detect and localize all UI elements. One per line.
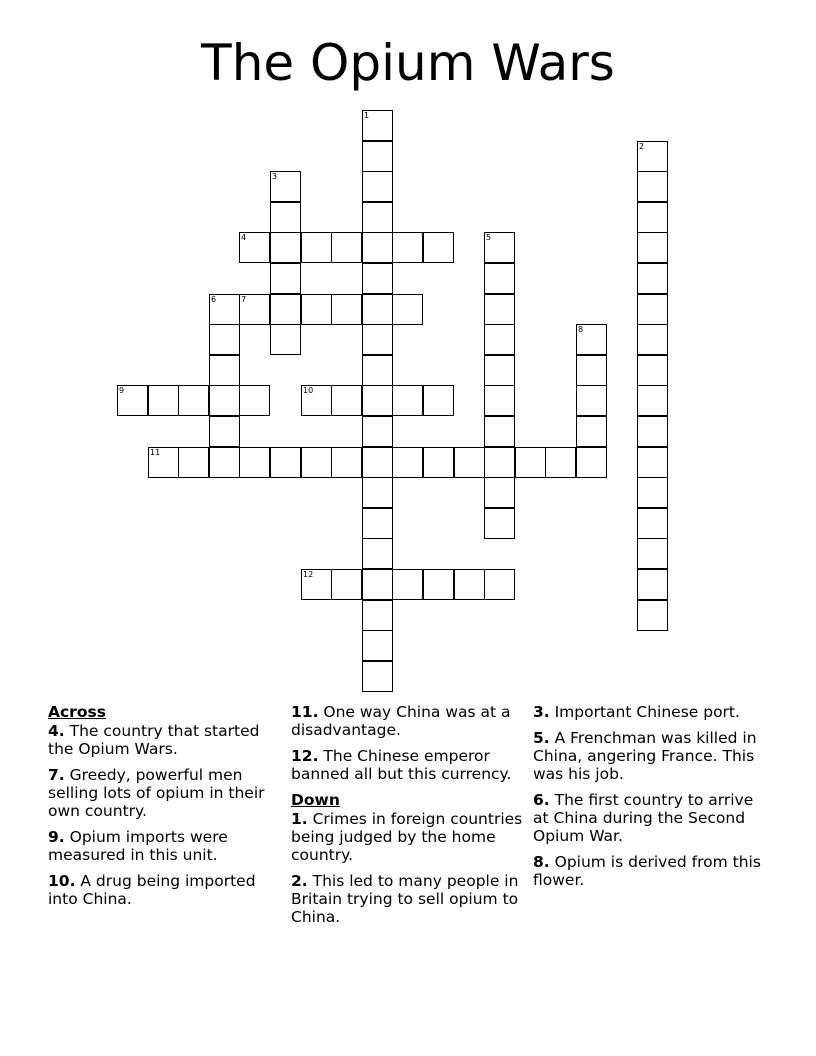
grid-cell[interactable] bbox=[362, 385, 393, 416]
grid-cell[interactable] bbox=[423, 447, 454, 478]
grid-cell[interactable] bbox=[423, 569, 454, 600]
cell-number: 6 bbox=[211, 295, 217, 304]
cell-number: 7 bbox=[241, 295, 247, 304]
grid-cell[interactable] bbox=[392, 569, 423, 600]
grid-cell[interactable] bbox=[392, 232, 423, 263]
grid-cell[interactable] bbox=[301, 232, 332, 263]
grid-cell[interactable] bbox=[117, 385, 148, 416]
grid-cell[interactable] bbox=[484, 416, 515, 447]
grid-cell[interactable] bbox=[576, 324, 607, 355]
cell-number: 9 bbox=[119, 386, 125, 395]
grid-cell[interactable] bbox=[362, 569, 393, 600]
clue-text: The first country to arrive at China during the Second Opium War. bbox=[533, 791, 754, 845]
cell-number: 2 bbox=[639, 142, 645, 151]
grid-cell[interactable] bbox=[637, 263, 668, 294]
clue-text: One way China was at a disadvantage. bbox=[291, 703, 511, 739]
grid-cell[interactable] bbox=[362, 447, 393, 478]
clue-down-5 bbox=[533, 729, 773, 783]
grid-cell[interactable] bbox=[484, 508, 515, 539]
grid-cell[interactable] bbox=[362, 110, 393, 141]
grid-cell[interactable] bbox=[515, 447, 546, 478]
clue-number: 5. bbox=[533, 729, 550, 747]
grid-cell[interactable] bbox=[362, 538, 393, 569]
grid-cell[interactable] bbox=[576, 385, 607, 416]
clue-across-12 bbox=[291, 747, 529, 783]
grid-cell[interactable] bbox=[301, 447, 332, 478]
grid-cell[interactable] bbox=[637, 385, 668, 416]
clue-number: 6. bbox=[533, 791, 550, 809]
grid-cell[interactable] bbox=[209, 447, 240, 478]
grid-cell[interactable] bbox=[362, 600, 393, 631]
puzzle-title: The Opium Wars bbox=[201, 34, 615, 92]
grid-cell[interactable] bbox=[484, 569, 515, 600]
grid-cell[interactable] bbox=[209, 355, 240, 386]
clue-across-4 bbox=[48, 722, 286, 758]
grid-cell[interactable] bbox=[362, 324, 393, 355]
grid-cell[interactable] bbox=[576, 447, 607, 478]
grid-cell[interactable] bbox=[362, 355, 393, 386]
grid-cell[interactable] bbox=[178, 385, 209, 416]
grid-cell[interactable] bbox=[484, 232, 515, 263]
grid-cell[interactable] bbox=[270, 324, 301, 355]
grid-cell[interactable] bbox=[270, 202, 301, 233]
clue-text: Important Chinese port. bbox=[549, 703, 740, 721]
grid-cell[interactable] bbox=[637, 569, 668, 600]
cell-number: 1 bbox=[364, 111, 370, 120]
grid-cell[interactable] bbox=[392, 294, 423, 325]
clue-number: 9. bbox=[48, 828, 65, 846]
grid-cell[interactable] bbox=[637, 416, 668, 447]
grid-cell[interactable] bbox=[331, 232, 362, 263]
grid-cell[interactable] bbox=[362, 661, 393, 692]
clue-number: 2. bbox=[291, 872, 308, 890]
clue-down-2 bbox=[291, 872, 529, 926]
grid-cell[interactable] bbox=[331, 385, 362, 416]
clues-column-1 bbox=[48, 703, 286, 916]
clue-text: The country that started the Opium Wars. bbox=[48, 722, 260, 758]
clue-text: The Chinese emperor banned all but this currency. bbox=[291, 747, 512, 783]
clue-number: 8. bbox=[533, 853, 550, 871]
grid-cell[interactable] bbox=[484, 385, 515, 416]
grid-cell[interactable] bbox=[270, 232, 301, 263]
grid-cell[interactable] bbox=[301, 294, 332, 325]
grid-cell[interactable] bbox=[637, 324, 668, 355]
grid-cell[interactable] bbox=[270, 447, 301, 478]
grid-cell[interactable] bbox=[362, 232, 393, 263]
grid-cell[interactable] bbox=[209, 416, 240, 447]
grid-cell[interactable] bbox=[301, 569, 332, 600]
cell-number: 11 bbox=[150, 448, 161, 457]
clues-column-2 bbox=[291, 703, 529, 934]
clue-across-10 bbox=[48, 872, 286, 908]
cell-number: 12 bbox=[303, 570, 314, 579]
clue-down-8 bbox=[533, 853, 773, 889]
grid-cell[interactable] bbox=[301, 385, 332, 416]
grid-cell[interactable] bbox=[423, 232, 454, 263]
clue-down-1 bbox=[291, 810, 529, 864]
grid-cell[interactable] bbox=[637, 600, 668, 631]
grid-cell[interactable] bbox=[637, 202, 668, 233]
grid-cell[interactable] bbox=[637, 538, 668, 569]
grid-cell[interactable] bbox=[545, 447, 576, 478]
clue-text: This led to many people in Britain trying to sell opium to China. bbox=[291, 872, 519, 926]
grid-cell[interactable] bbox=[239, 385, 270, 416]
clue-across-7 bbox=[48, 766, 286, 820]
grid-cell[interactable] bbox=[148, 447, 179, 478]
cell-number: 10 bbox=[303, 386, 314, 395]
clue-text: A Frenchman was killed in China, angering France. This was his job. bbox=[533, 729, 757, 783]
clue-across-11 bbox=[291, 703, 529, 739]
grid-cell[interactable] bbox=[209, 294, 240, 325]
clues-column-3 bbox=[533, 703, 773, 897]
cell-number: 3 bbox=[272, 172, 278, 181]
grid-cell[interactable] bbox=[239, 294, 270, 325]
grid-cell[interactable] bbox=[392, 447, 423, 478]
clue-text: A drug being imported into China. bbox=[48, 872, 256, 908]
clue-across-9 bbox=[48, 828, 286, 864]
grid-cell[interactable] bbox=[637, 477, 668, 508]
grid-cell[interactable] bbox=[209, 324, 240, 355]
grid-cell[interactable] bbox=[148, 385, 179, 416]
grid-cell[interactable] bbox=[362, 630, 393, 661]
clue-text: Crimes in foreign countries being judged by the home country. bbox=[291, 810, 523, 864]
grid-cell[interactable] bbox=[209, 385, 240, 416]
cell-number: 4 bbox=[241, 233, 247, 242]
grid-cell[interactable] bbox=[362, 416, 393, 447]
grid-cell[interactable] bbox=[362, 294, 393, 325]
grid-cell[interactable] bbox=[270, 294, 301, 325]
grid-cell[interactable] bbox=[484, 294, 515, 325]
grid-cell[interactable] bbox=[362, 477, 393, 508]
grid-cell[interactable] bbox=[331, 447, 362, 478]
grid-cell[interactable] bbox=[239, 232, 270, 263]
grid-cell[interactable] bbox=[637, 141, 668, 172]
grid-cell[interactable] bbox=[637, 171, 668, 202]
grid-cell[interactable] bbox=[362, 141, 393, 172]
grid-cell[interactable] bbox=[484, 324, 515, 355]
clue-text: Opium is derived from this flower. bbox=[533, 853, 761, 889]
grid-cell[interactable] bbox=[576, 355, 607, 386]
clue-number: 4. bbox=[48, 722, 65, 740]
grid-cell[interactable] bbox=[637, 447, 668, 478]
grid-cell[interactable] bbox=[454, 569, 485, 600]
grid-cell[interactable] bbox=[331, 294, 362, 325]
grid-cell[interactable] bbox=[362, 202, 393, 233]
grid-cell[interactable] bbox=[637, 355, 668, 386]
clue-number: 10. bbox=[48, 872, 76, 890]
clue-text: Greedy, powerful men selling lots of opium in their own country. bbox=[48, 766, 265, 820]
grid-cell[interactable] bbox=[576, 416, 607, 447]
grid-cell[interactable] bbox=[484, 477, 515, 508]
grid-cell[interactable] bbox=[454, 447, 485, 478]
clue-number: 3. bbox=[533, 703, 550, 721]
cell-number: 8 bbox=[578, 325, 584, 334]
grid-cell[interactable] bbox=[362, 508, 393, 539]
grid-cell[interactable] bbox=[423, 385, 454, 416]
grid-cell[interactable] bbox=[362, 171, 393, 202]
grid-cell[interactable] bbox=[270, 263, 301, 294]
grid-cell[interactable] bbox=[270, 171, 301, 202]
clue-number: 7. bbox=[48, 766, 65, 784]
grid-cell[interactable] bbox=[484, 447, 515, 478]
down-heading: Down bbox=[291, 791, 340, 809]
grid-cell[interactable] bbox=[331, 569, 362, 600]
grid-cell[interactable] bbox=[239, 447, 270, 478]
grid-cell[interactable] bbox=[484, 263, 515, 294]
cell-number: 5 bbox=[486, 233, 492, 242]
clue-number: 11. bbox=[291, 703, 319, 721]
grid-cell[interactable] bbox=[178, 447, 209, 478]
clue-down-3 bbox=[533, 703, 773, 721]
grid-cell[interactable] bbox=[637, 508, 668, 539]
clue-down-6 bbox=[533, 791, 773, 845]
grid-cell[interactable] bbox=[484, 355, 515, 386]
grid-cell[interactable] bbox=[637, 232, 668, 263]
clue-number: 1. bbox=[291, 810, 308, 828]
grid-cell[interactable] bbox=[362, 263, 393, 294]
grid-cell[interactable] bbox=[637, 294, 668, 325]
across-heading: Across bbox=[48, 703, 106, 721]
clue-number: 12. bbox=[291, 747, 319, 765]
grid-cell[interactable] bbox=[392, 385, 423, 416]
clue-text: Opium imports were measured in this unit. bbox=[48, 828, 228, 864]
